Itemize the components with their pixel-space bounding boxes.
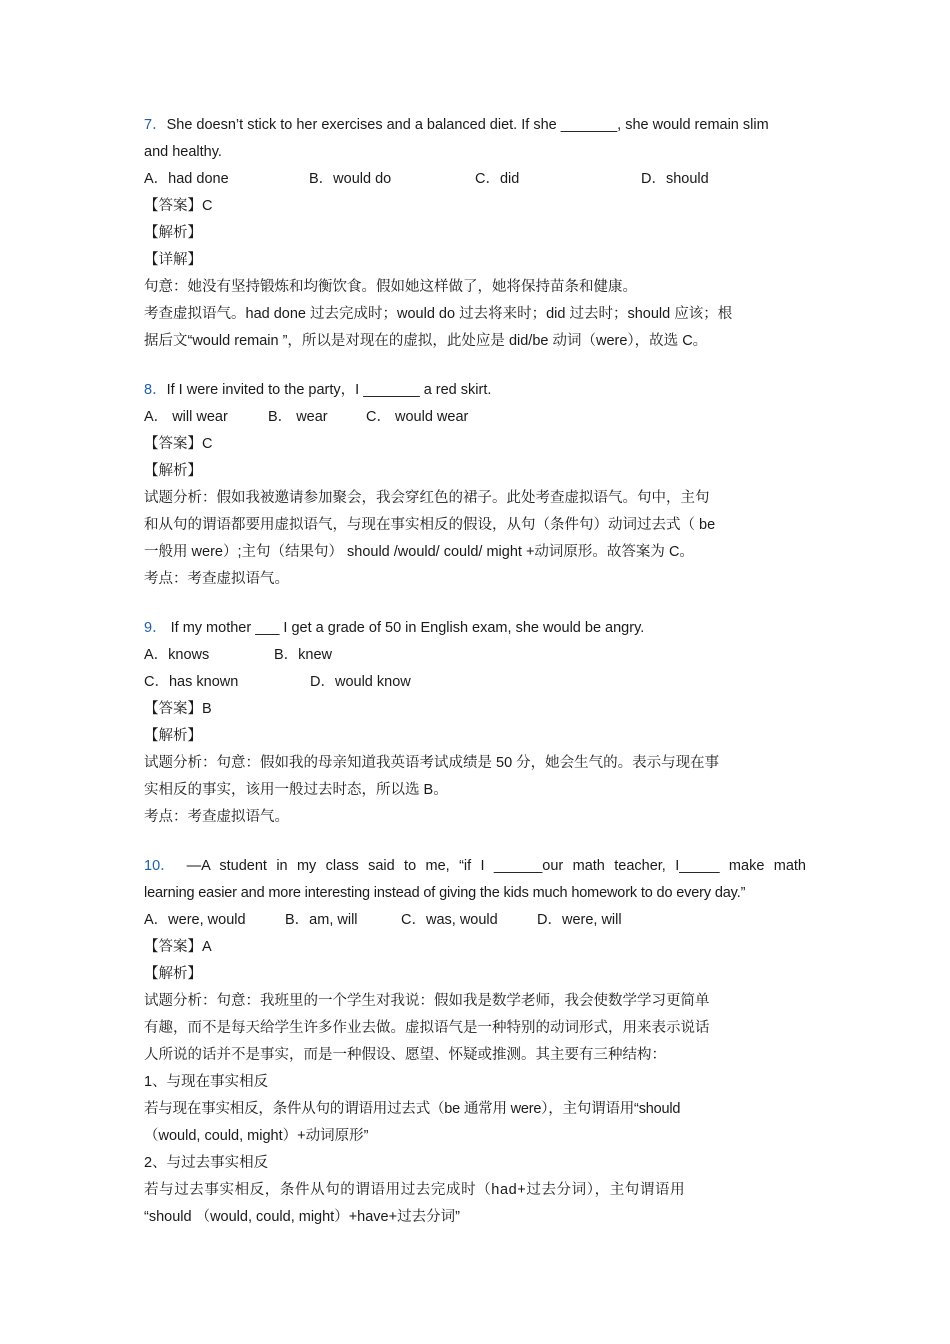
q10-analysis-line: （would, could, might）+动词原形” [144, 1128, 369, 1144]
q10-analysis-line: 若与过去事实相反，条件从句的谓语用过去完成时（had+过去分词），主句谓语用 [144, 1182, 686, 1198]
q9-option-c: C．has known [144, 674, 239, 690]
q8-number: 8． [144, 382, 167, 398]
q7-option-d: D．should [641, 171, 709, 187]
q8-answer: 【答案】C [144, 436, 213, 452]
q7-xiangjie-label: 【详解】 [144, 252, 202, 268]
q9-options-row1 [144, 642, 806, 669]
q9-kaodian: 考点：考查虚拟语气。 [144, 809, 289, 825]
q10-number: 10． [144, 858, 175, 874]
q10-option-b: B．am, will [285, 912, 358, 928]
q8-stem-text: If I were invited to the party，I _______ a red skirt. [166, 382, 492, 398]
q10-option-a: A．were, would [144, 912, 246, 928]
q9-option-d: D．would know [310, 674, 411, 690]
q9-option-b: B．knew [274, 647, 333, 663]
q8-analysis-line: 和从句的谓语都要用虚拟语气，与现在事实相反的假设，从句（条件句）动词过去式（ be [144, 517, 716, 533]
q8-analysis-line: 试题分析：假如我被邀请参加聚会，我会穿红色的裙子。此处考查虚拟语气。句中，主句 [144, 490, 710, 506]
q9-jiexi-label: 【解析】 [144, 728, 202, 744]
q10-analysis-line: 试题分析：句意：我班里的一个学生对我说：假如我是数学老师，我会使数学学习更简单 [144, 993, 710, 1009]
q7-stem-line1 [144, 112, 806, 139]
q10-jiexi-label: 【解析】 [144, 966, 202, 982]
q10-structure-heading-2: 2、与过去事实相反 [144, 1155, 269, 1171]
spacer [144, 355, 806, 377]
q10-structure-heading-1: 1、与现在事实相反 [144, 1074, 269, 1090]
q9-analysis-line: 实相反的事实，该用一般过去时态，所以选 B。 [144, 782, 448, 798]
q8-options [144, 404, 806, 431]
q10-options [144, 907, 806, 934]
q9-options-row2 [144, 669, 806, 696]
q10-analysis-line: “should （would, could, might）+have+过去分词” [144, 1209, 460, 1225]
q7-analysis-line: 句意：她没有坚持锻炼和均衡饮食。假如她这样做了，她将保持苗条和健康。 [144, 279, 637, 295]
q9-stem [144, 615, 806, 642]
spacer [144, 831, 806, 853]
q8-analysis-line: 一般用 were）;主句（结果句） should /would/ could/ might +动词原形。故答案为 C。 [144, 544, 694, 560]
q10-answer: 【答案】A [144, 939, 212, 955]
q10-stem-line2: learning easier and more interesting instead of giving the kids much homework to do every day.” [144, 885, 746, 901]
q7-option-a: A．had done [144, 171, 229, 187]
q10-stem-line1 [144, 853, 806, 880]
q7-stem-text: She doesn’t stick to her exercises and a balanced diet. If she _______, she would remain slim [166, 117, 769, 133]
q9-stem-text: If my mother ___ I get a grade of 50 in English exam, she would be angry. [166, 620, 645, 636]
q8-option-b: B． wear [268, 409, 328, 425]
q9-analysis-line: 试题分析：句意：假如我的母亲知道我英语考试成绩是 50 分，她会生气的。表示与现在事 [144, 755, 720, 771]
q9-answer: 【答案】B [144, 701, 212, 717]
q10-analysis-line: 人所说的话并不是事实，而是一种假设、愿望、怀疑或推测。其主要有三种结构： [144, 1047, 666, 1063]
q7-jiexi-label: 【解析】 [144, 225, 202, 241]
q10-option-d: D．were, will [537, 912, 622, 928]
q8-jiexi-label: 【解析】 [144, 463, 202, 479]
q10-analysis-line: 有趣，而不是每天给学生许多作业去做。虚拟语气是一种特别的动词形式，用来表示说话 [144, 1020, 710, 1036]
q8-stem [144, 377, 806, 404]
q9-number: 9． [144, 620, 167, 636]
q7-stem-line2: and healthy. [144, 144, 222, 160]
spacer [144, 593, 806, 615]
q7-option-b: B．would do [309, 171, 392, 187]
q8-option-a: A． will wear [144, 409, 228, 425]
q7-analysis-line: 据后文“would remain ”，所以是对现在的虚拟，此处应是 did/be 动词（were），故选 C。 [144, 333, 708, 349]
q10-option-c: C．was, would [401, 912, 498, 928]
document-page [144, 112, 806, 1231]
q10-stem-text: —A student in my class said to me, “if I ______our math teacher, I_____ make math [186, 858, 806, 874]
q7-analysis-line: 考查虚拟语气。had done 过去完成时；would do 过去将来时；did 过去时；should 应该；根 [144, 306, 733, 322]
q7-answer: 【答案】C [144, 198, 213, 214]
q7-options [144, 166, 806, 193]
q10-analysis-line: 若与现在事实相反，条件从句的谓语用过去式（be 通常用 were），主句谓语用“should [144, 1101, 681, 1117]
q7-number: 7． [144, 117, 167, 133]
q7-option-c: C．did [475, 171, 520, 187]
q8-option-c: C． would wear [366, 409, 469, 425]
q8-kaodian: 考点：考查虚拟语气。 [144, 571, 289, 587]
q9-option-a: A．knows [144, 647, 210, 663]
